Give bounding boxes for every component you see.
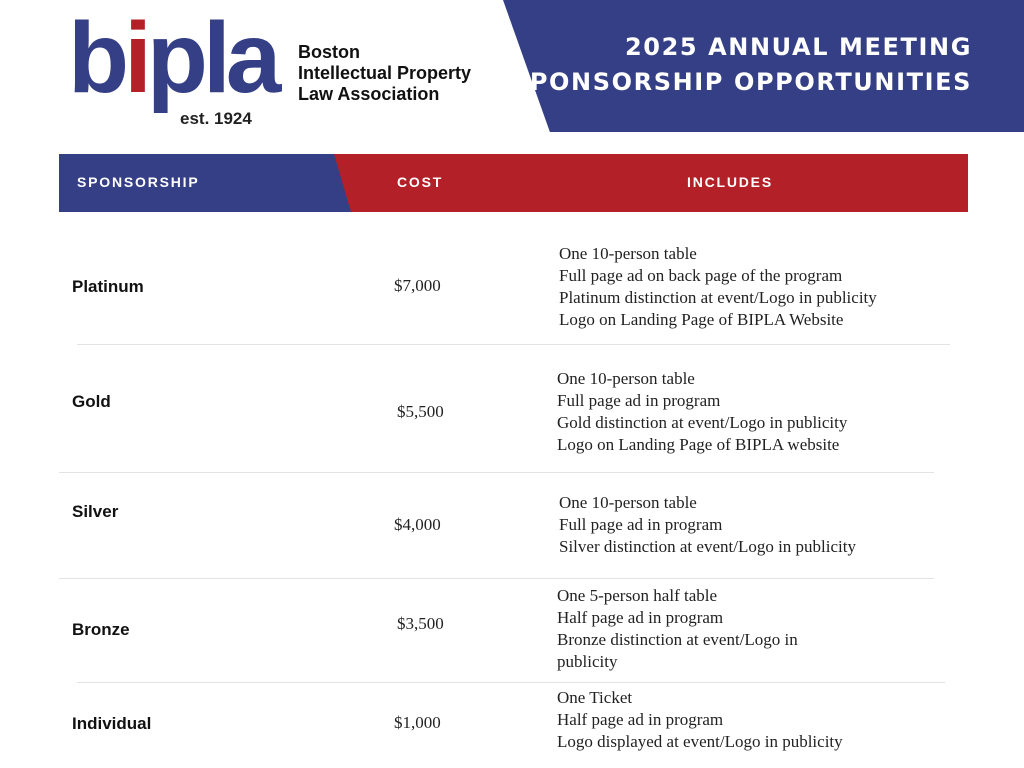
- table-header: [59, 154, 968, 212]
- sponsorship-name-platinum: Platinum: [72, 277, 144, 296]
- sponsorship-includes-bronze: [557, 585, 798, 673]
- row-divider: [77, 344, 950, 345]
- include-item: Full page ad on back page of the program: [559, 266, 843, 285]
- include-item: Gold distinction at event/Logo in publicity: [557, 413, 848, 432]
- sponsorship-includes-gold: [557, 368, 847, 456]
- include-item: Platinum distinction at event/Logo in publicity: [559, 288, 877, 307]
- include-item: One Ticket: [557, 688, 633, 707]
- include-item: Bronze distinction at event/Logo in: [557, 630, 798, 649]
- column-header-includes: INCLUDES: [687, 174, 773, 190]
- sponsorship-cost-gold: $5,500: [397, 402, 444, 421]
- sponsorship-name-bronze: Bronze: [72, 620, 130, 639]
- sponsorship-includes-individual: [557, 687, 843, 753]
- include-item: Silver distinction at event/Logo in publicity: [559, 537, 856, 556]
- column-header-cost: COST: [397, 174, 444, 190]
- sponsorship-cost-bronze: $3,500: [397, 614, 444, 633]
- bipla-logo: [68, 2, 498, 134]
- include-item: One 10-person table: [559, 493, 697, 512]
- sponsorship-name-gold: Gold: [72, 392, 111, 411]
- logo-wordmark: bipla: [68, 2, 277, 114]
- include-item: publicity: [557, 652, 618, 671]
- sponsorship-includes-silver: [559, 492, 856, 558]
- page-title: [511, 30, 972, 100]
- row-divider: [77, 682, 945, 683]
- sponsorship-name-silver: Silver: [72, 502, 119, 521]
- column-header-sponsorship: SPONSORSHIP: [77, 174, 200, 190]
- sponsorship-cost-individual: $1,000: [394, 713, 441, 732]
- logo-name-line: Law Association: [298, 84, 440, 104]
- logo-organization-name: [298, 42, 471, 105]
- sponsorship-cost-platinum: $7,000: [394, 276, 441, 295]
- logo-established: est. 1924: [180, 109, 252, 128]
- include-item: Logo displayed at event/Logo in publicity: [557, 732, 843, 751]
- sponsorship-includes-platinum: [559, 243, 877, 331]
- row-divider: [59, 472, 934, 473]
- include-item: Full page ad in program: [557, 391, 721, 410]
- row-divider: [59, 578, 934, 579]
- sponsorship-cost-silver: $4,000: [394, 515, 441, 534]
- include-item: Logo on Landing Page of BIPLA website: [557, 435, 840, 454]
- sponsorship-name-individual: Individual: [72, 714, 152, 733]
- include-item: One 10-person table: [557, 369, 695, 388]
- logo-name-line: Intellectual Property: [298, 63, 472, 83]
- title-line-2: SPONSORSHIP OPPORTUNITIES: [510, 68, 972, 96]
- include-item: Full page ad in program: [559, 515, 723, 534]
- logo-name-line: Boston: [298, 42, 360, 62]
- include-item: Half page ad in program: [557, 710, 724, 729]
- title-line-1: 2025 ANNUAL MEETING: [624, 33, 972, 61]
- include-item: One 10-person table: [559, 244, 697, 263]
- include-item: Logo on Landing Page of BIPLA Website: [559, 310, 844, 329]
- include-item: Half page ad in program: [557, 608, 724, 627]
- include-item: One 5-person half table: [557, 586, 718, 605]
